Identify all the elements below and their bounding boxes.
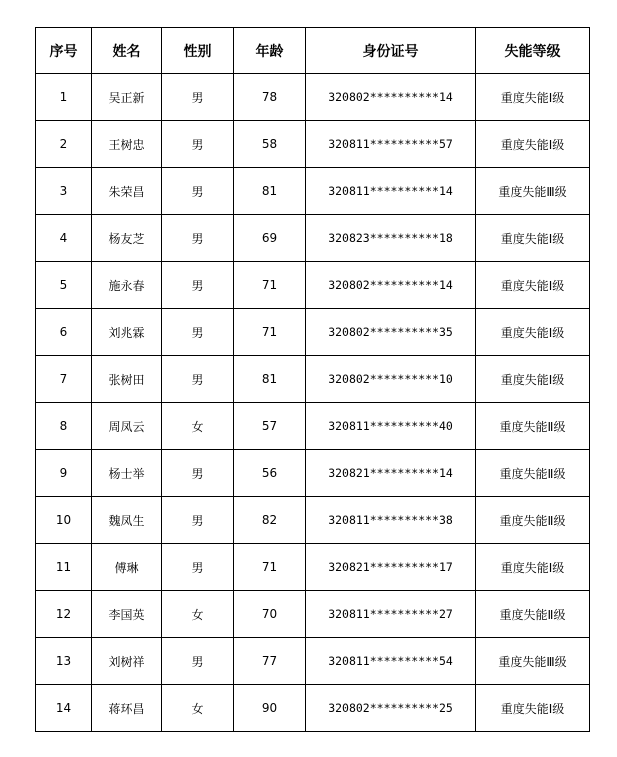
cell-age: 69 [234, 215, 306, 262]
cell-id-number: 320821**********17 [306, 544, 476, 591]
table-body [36, 74, 590, 732]
table-row [36, 356, 590, 403]
cell-gender: 男 [162, 309, 234, 356]
cell-disability-level: 重度失能Ⅰ级 [476, 544, 590, 591]
cell-disability-level: 重度失能Ⅲ级 [476, 168, 590, 215]
cell-name: 魏凤生 [92, 497, 162, 544]
cell-id-number: 320802**********14 [306, 262, 476, 309]
care-recipient-table [35, 27, 590, 732]
table-row [36, 309, 590, 356]
cell-serial-number: 14 [36, 685, 92, 732]
cell-gender: 男 [162, 168, 234, 215]
cell-age: 71 [234, 544, 306, 591]
cell-disability-level: 重度失能Ⅱ级 [476, 497, 590, 544]
table-row [36, 121, 590, 168]
cell-gender: 男 [162, 262, 234, 309]
cell-age: 71 [234, 309, 306, 356]
header-name: 姓名 [92, 28, 162, 74]
cell-gender: 女 [162, 403, 234, 450]
cell-serial-number: 6 [36, 309, 92, 356]
cell-disability-level: 重度失能Ⅰ级 [476, 74, 590, 121]
cell-serial-number: 10 [36, 497, 92, 544]
cell-age: 81 [234, 168, 306, 215]
cell-name: 周凤云 [92, 403, 162, 450]
cell-disability-level: 重度失能Ⅰ级 [476, 215, 590, 262]
cell-age: 70 [234, 591, 306, 638]
cell-serial-number: 8 [36, 403, 92, 450]
table-row [36, 168, 590, 215]
cell-id-number: 320802**********25 [306, 685, 476, 732]
cell-id-number: 320811**********57 [306, 121, 476, 168]
cell-gender: 男 [162, 215, 234, 262]
cell-age: 78 [234, 74, 306, 121]
table-row [36, 638, 590, 685]
table-row [36, 497, 590, 544]
cell-age: 58 [234, 121, 306, 168]
cell-gender: 男 [162, 74, 234, 121]
cell-name: 刘兆霖 [92, 309, 162, 356]
header-gender: 性别 [162, 28, 234, 74]
table-header-row [36, 28, 590, 74]
cell-disability-level: 重度失能Ⅲ级 [476, 638, 590, 685]
cell-age: 81 [234, 356, 306, 403]
table-row [36, 685, 590, 732]
cell-gender: 女 [162, 591, 234, 638]
cell-name: 蒋环昌 [92, 685, 162, 732]
cell-id-number: 320811**********14 [306, 168, 476, 215]
cell-name: 吴正新 [92, 74, 162, 121]
cell-gender: 男 [162, 450, 234, 497]
table-row [36, 403, 590, 450]
cell-id-number: 320811**********38 [306, 497, 476, 544]
cell-name: 杨士举 [92, 450, 162, 497]
header-disability-level: 失能等级 [476, 28, 590, 74]
header-serial-number: 序号 [36, 28, 92, 74]
cell-id-number: 320821**********14 [306, 450, 476, 497]
cell-serial-number: 12 [36, 591, 92, 638]
cell-name: 刘树祥 [92, 638, 162, 685]
cell-name: 杨友芝 [92, 215, 162, 262]
table-row [36, 591, 590, 638]
cell-disability-level: 重度失能Ⅰ级 [476, 685, 590, 732]
cell-serial-number: 3 [36, 168, 92, 215]
cell-gender: 男 [162, 121, 234, 168]
cell-age: 90 [234, 685, 306, 732]
cell-age: 77 [234, 638, 306, 685]
cell-serial-number: 1 [36, 74, 92, 121]
cell-gender: 男 [162, 356, 234, 403]
cell-disability-level: 重度失能Ⅱ级 [476, 403, 590, 450]
cell-name: 施永春 [92, 262, 162, 309]
cell-name: 傅琳 [92, 544, 162, 591]
cell-age: 82 [234, 497, 306, 544]
cell-serial-number: 2 [36, 121, 92, 168]
cell-serial-number: 4 [36, 215, 92, 262]
cell-serial-number: 5 [36, 262, 92, 309]
cell-name: 王树忠 [92, 121, 162, 168]
table-row [36, 74, 590, 121]
cell-id-number: 320823**********18 [306, 215, 476, 262]
cell-age: 71 [234, 262, 306, 309]
header-age: 年龄 [234, 28, 306, 74]
cell-disability-level: 重度失能Ⅰ级 [476, 309, 590, 356]
cell-gender: 男 [162, 497, 234, 544]
cell-gender: 男 [162, 638, 234, 685]
table-row [36, 215, 590, 262]
cell-disability-level: 重度失能Ⅰ级 [476, 262, 590, 309]
cell-disability-level: 重度失能Ⅱ级 [476, 591, 590, 638]
table-row [36, 450, 590, 497]
cell-gender: 男 [162, 544, 234, 591]
header-id-number: 身份证号 [306, 28, 476, 74]
cell-disability-level: 重度失能Ⅱ级 [476, 450, 590, 497]
cell-id-number: 320802**********10 [306, 356, 476, 403]
table-row [36, 262, 590, 309]
cell-serial-number: 11 [36, 544, 92, 591]
cell-gender: 女 [162, 685, 234, 732]
cell-serial-number: 9 [36, 450, 92, 497]
table-row [36, 544, 590, 591]
cell-id-number: 320802**********35 [306, 309, 476, 356]
cell-serial-number: 13 [36, 638, 92, 685]
cell-name: 李国英 [92, 591, 162, 638]
cell-id-number: 320811**********27 [306, 591, 476, 638]
cell-name: 张树田 [92, 356, 162, 403]
cell-age: 56 [234, 450, 306, 497]
cell-disability-level: 重度失能Ⅰ级 [476, 356, 590, 403]
cell-age: 57 [234, 403, 306, 450]
cell-id-number: 320802**********14 [306, 74, 476, 121]
cell-id-number: 320811**********40 [306, 403, 476, 450]
cell-serial-number: 7 [36, 356, 92, 403]
cell-name: 朱荣昌 [92, 168, 162, 215]
cell-disability-level: 重度失能Ⅰ级 [476, 121, 590, 168]
cell-id-number: 320811**********54 [306, 638, 476, 685]
